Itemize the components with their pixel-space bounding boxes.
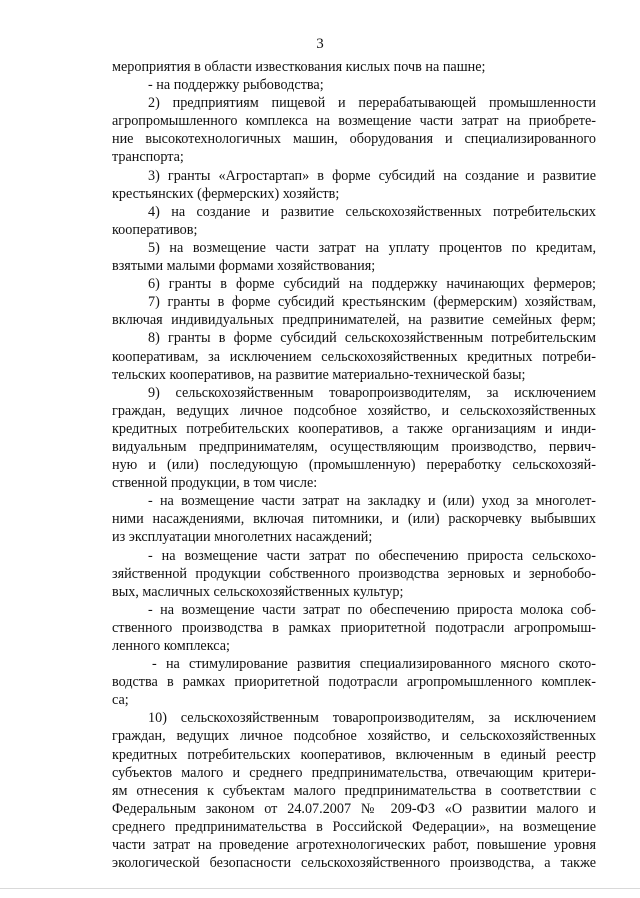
- text-line: из эксплуатации многолетних насаждений;: [112, 529, 373, 546]
- text-line: ственной продукции, в том числе:: [112, 475, 318, 492]
- text-line: зяйственной продукции собственного производства зерновых и зернобобо-: [112, 565, 596, 582]
- text-line: водства в рамках приоритетной подотрасли агропромышленного комплек-: [112, 674, 596, 691]
- text-line: граждан, ведущих личное подсобное хозяйство, и сельскохозяйственных: [112, 728, 596, 745]
- text-line: 6) гранты в форме субсидий на поддержку начинающих фермеров;: [148, 276, 596, 293]
- text-line: агропромышленного комплекса на возмещение части затрат на приобрете-: [112, 113, 596, 130]
- page-bottom-edge: [0, 888, 640, 889]
- text-line: 3) гранты «Агростартап» в форме субсидий на создание и развитие: [148, 167, 596, 184]
- text-line: ную и (или) последующую (промышленную) переработку сельскохозяй-: [112, 457, 596, 474]
- text-line: транспорта;: [112, 149, 184, 166]
- text-line: взятыми малыми формами хозяйствования;: [112, 258, 376, 275]
- text-line: 5) на возмещение части затрат на уплату процентов по кредитам,: [148, 239, 596, 256]
- text-line: кооперативам, за исключением сельскохозяйственных кредитных потреби-: [112, 348, 596, 365]
- text-line: ственного производства в рамках приоритетной подотрасли агропромыш-: [112, 619, 596, 636]
- text-line: 8) гранты в форме субсидий сельскохозяйственным потребительским: [148, 330, 596, 347]
- text-line: видуальным предпринимателям, осуществляющим производство, первич-: [112, 438, 596, 455]
- text-line: - на стимулирование развития специализированного мясного ското-: [152, 656, 596, 673]
- text-line: 7) гранты в форме субсидий крестьянским (фермерским) хозяйствам,: [148, 294, 596, 311]
- text-line: ям отнесения к субъектам малого предпринимательства в соответствии с: [112, 782, 596, 799]
- text-line: среднего предпринимательства в Российской Федерации», на возмещение: [112, 818, 596, 835]
- text-line: кредитных потребительских кооперативов, включенным в единый реестр: [112, 746, 596, 763]
- text-line: субъектов малого и среднего предпринимательства, отвечающим критери-: [112, 764, 596, 781]
- text-line: 2) предприятиям пищевой и перерабатывающей промышленности: [148, 95, 596, 112]
- text-line: - на возмещение части затрат по обеспечению прироста сельскохо-: [148, 547, 596, 564]
- text-line: кооперативов;: [112, 221, 198, 238]
- text-line: кредитных потребительских кооперативов, а также организациям и инди-: [112, 420, 596, 437]
- text-line: граждан, ведущих личное подсобное хозяйство, и сельскохозяйственных: [112, 402, 596, 419]
- text-line: тельских кооперативов, на развитие материально-технической базы;: [112, 366, 526, 383]
- text-line: Федеральным законом от 24.07.2007 № 209-ФЗ «О развитии малого и: [112, 800, 596, 817]
- text-line: - на возмещение части затрат на закладку и (или) уход за многолет-: [148, 493, 596, 510]
- text-line: 4) на создание и развитие сельскохозяйственных потребительских: [148, 203, 596, 220]
- text-line: включая индивидуальных предпринимателей, на развитие семейных ферм;: [112, 312, 596, 329]
- text-line: части затрат на проведение агротехнологических работ, повышение уровня: [112, 837, 596, 854]
- text-line: - на возмещение части затрат по обеспечению прироста молока соб-: [148, 601, 596, 618]
- text-line: вых, масличных сельскохозяйственных культур;: [112, 583, 404, 600]
- text-line: ние высокотехнологичных машин, оборудования и специализированного: [112, 131, 596, 148]
- text-line: ними насаждениями, включая питомники, и (или) раскорчевку выбывших: [112, 511, 596, 528]
- text-line: - на поддержку рыбоводства;: [148, 77, 324, 94]
- document-body: [112, 58, 596, 872]
- page-number: 3: [316, 36, 324, 52]
- text-line: 10) сельскохозяйственным товаропроизводителям, за исключением: [148, 710, 596, 727]
- text-line: крестьянских (фермерских) хозяйств;: [112, 185, 340, 202]
- text-line: экологической безопасности сельскохозяйственного производства, а также: [112, 855, 596, 872]
- text-line: 9) сельскохозяйственным товаропроизводителям, за исключением: [148, 384, 596, 401]
- text-line: мероприятия в области известкования кислых почв на пашне;: [112, 59, 486, 75]
- text-line: са;: [112, 692, 129, 709]
- text-line: ленного комплекса;: [112, 638, 230, 654]
